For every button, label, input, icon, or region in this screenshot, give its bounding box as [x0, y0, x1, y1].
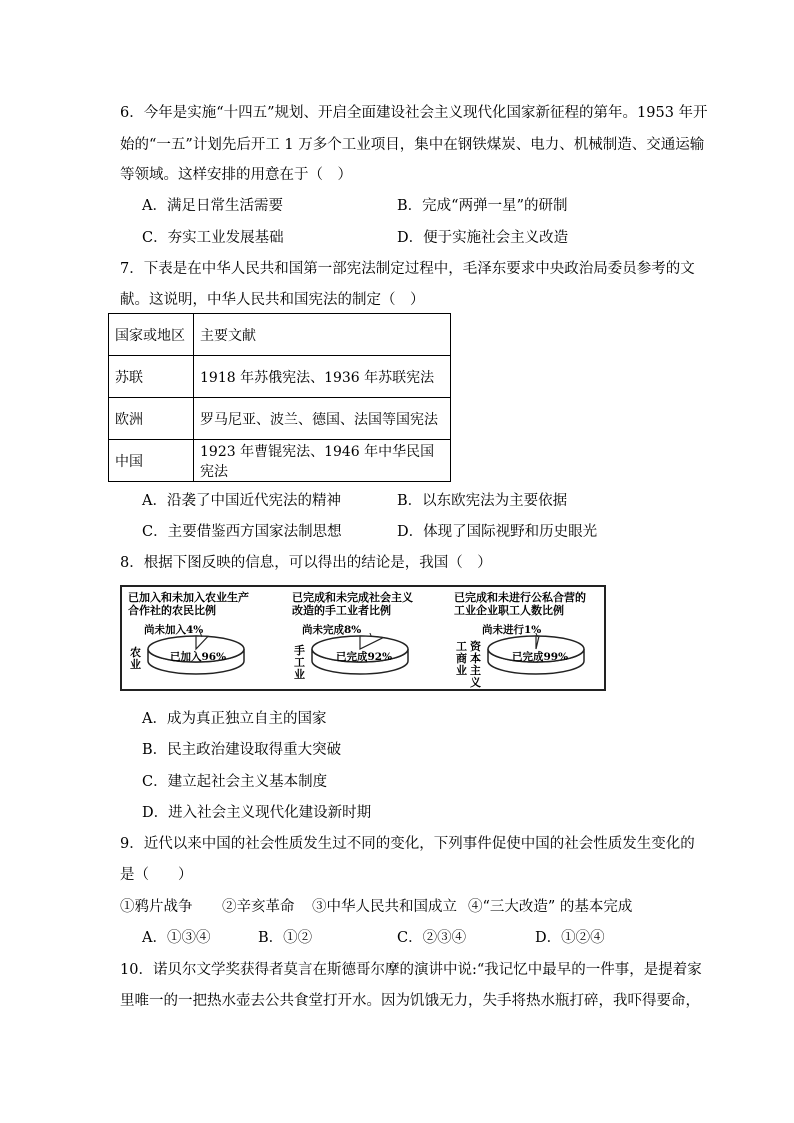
pie3-big-label: 已完成99% — [512, 651, 569, 663]
pie3-sector-label-2: 工商业 — [456, 640, 467, 677]
table-header-documents: 主要文献 — [194, 314, 451, 356]
q8-option-c[interactable]: C．建立起社会主义基本制度 — [142, 774, 328, 790]
q6-option-d[interactable]: D．便于实施社会主义改造 — [397, 230, 569, 246]
q8-option-a[interactable]: A．成为真正独立自主的国家 — [142, 711, 327, 727]
q9-option-b[interactable]: B．①② — [258, 930, 313, 946]
pie3-sector-label-1: 资本主义 — [470, 640, 481, 689]
q7-stem-line2: 献。这说明，中华人民共和国宪法的制定（ ） — [120, 292, 425, 308]
pie1-title-line2: 合作社的农民比例 — [128, 604, 216, 617]
pie2-title-line1: 已完成和未完成社会主义 — [292, 591, 413, 604]
table-header-row — [109, 314, 451, 356]
table-cell-region: 欧洲 — [109, 398, 194, 440]
q8-option-d[interactable]: D．进入社会主义现代化建设新时期 — [142, 805, 372, 821]
q10-stem-line1: 10．诺贝尔文学奖获得者莫言在斯德哥尔摩的演讲中说:“我记忆中最早的一件事，是提着家 — [120, 962, 702, 978]
pie2-small-label: 尚未完成8% — [302, 624, 362, 636]
pie3-small-label: 尚未进行1% — [482, 624, 542, 636]
pie3-title-line2: 工业企业职工人数比例 — [454, 604, 564, 617]
q10-stem-line2: 里唯一的一把热水壶去公共食堂打开水。因为饥饿无力，失手将热水瓶打碎，我吓得要命， — [120, 993, 700, 1009]
q6-stem-line3: 等领域。这样安排的用意在于（ ） — [120, 167, 352, 183]
q9-stem-line1: 9．近代以来中国的社会性质发生过不同的变化，下列事件促使中国的社会性质发生变化的 — [120, 836, 695, 852]
pie2-sector-label: 手工业 — [294, 644, 305, 681]
q7-option-a[interactable]: A．沿袭了中国近代宪法的精神 — [142, 493, 341, 509]
q7-option-c[interactable]: C．主要借鉴西方国家法制思想 — [142, 524, 342, 540]
q9-option-a[interactable]: A．①③④ — [142, 930, 211, 946]
socialist-transformation-figure — [120, 585, 606, 691]
q6-stem-line2: 始的“一五”计划先后开工 1 万多个工业项目，集中在钢铁煤炭、电力、机械制造、交通运输 — [120, 137, 705, 153]
table-row — [109, 398, 451, 440]
table-cell-documents: 1923 年曹锟宪法、1946 年中华民国宪法 — [194, 440, 451, 482]
q6-option-b[interactable]: B．完成“两弹一星”的研制 — [397, 198, 568, 214]
pie3-title-line1: 已完成和未进行公私合营的 — [454, 591, 586, 604]
pie1-small-label: 尚未加入4% — [144, 624, 204, 636]
q7-stem-line1: 7．下表是在中华人民共和国第一部宪法制定过程中，毛泽东要求中央政治局委员参考的文 — [120, 261, 695, 277]
table-cell-documents: 1918 年苏俄宪法、1936 年苏联宪法 — [194, 356, 451, 398]
table-row — [109, 356, 451, 398]
q7-option-b[interactable]: B．以东欧宪法为主要依据 — [397, 493, 568, 509]
q9-event-2: ②辛亥革命 — [222, 899, 295, 915]
pie1-sector-label: 农业 — [130, 646, 141, 671]
q6-option-a[interactable]: A．满足日常生活需要 — [142, 198, 283, 214]
pie2-big-label: 已完成92% — [336, 651, 393, 663]
q9-option-d[interactable]: D．①②④ — [535, 930, 605, 946]
q9-event-3: ③中华人民共和国成立 — [312, 899, 457, 915]
q9-option-c[interactable]: C．②③④ — [397, 930, 467, 946]
q6-option-c[interactable]: C．夯实工业发展基础 — [142, 230, 284, 246]
table-header-region: 国家或地区 — [109, 314, 194, 356]
q9-event-4: ④“三大改造” 的基本完成 — [468, 899, 633, 915]
q9-event-1: ①鸦片战争 — [120, 899, 193, 915]
q7-option-d[interactable]: D．体现了国际视野和历史眼光 — [397, 524, 598, 540]
q8-option-b[interactable]: B．民主政治建设取得重大突破 — [142, 742, 342, 758]
q8-stem: 8．根据下图反映的信息，可以得出的结论是，我国（ ） — [120, 555, 492, 571]
table-cell-documents: 罗马尼亚、波兰、德国、法国等国宪法 — [194, 398, 451, 440]
pie2-title-line2: 改造的手工业者比例 — [292, 604, 391, 617]
q6-stem-line1: 6．今年是实施“十四五”规划、开启全面建设社会主义现代化国家新征程的第年。1953 年开 — [120, 105, 708, 121]
q9-stem-line2: 是（ ） — [120, 867, 193, 883]
table-row — [109, 440, 451, 482]
pie1-title-line1: 已加入和未加入农业生产 — [128, 591, 249, 604]
pie1-big-label: 已加入96% — [170, 651, 227, 663]
table-cell-region: 中国 — [109, 440, 194, 482]
constitution-reference-table — [108, 313, 451, 482]
table-cell-region: 苏联 — [109, 356, 194, 398]
